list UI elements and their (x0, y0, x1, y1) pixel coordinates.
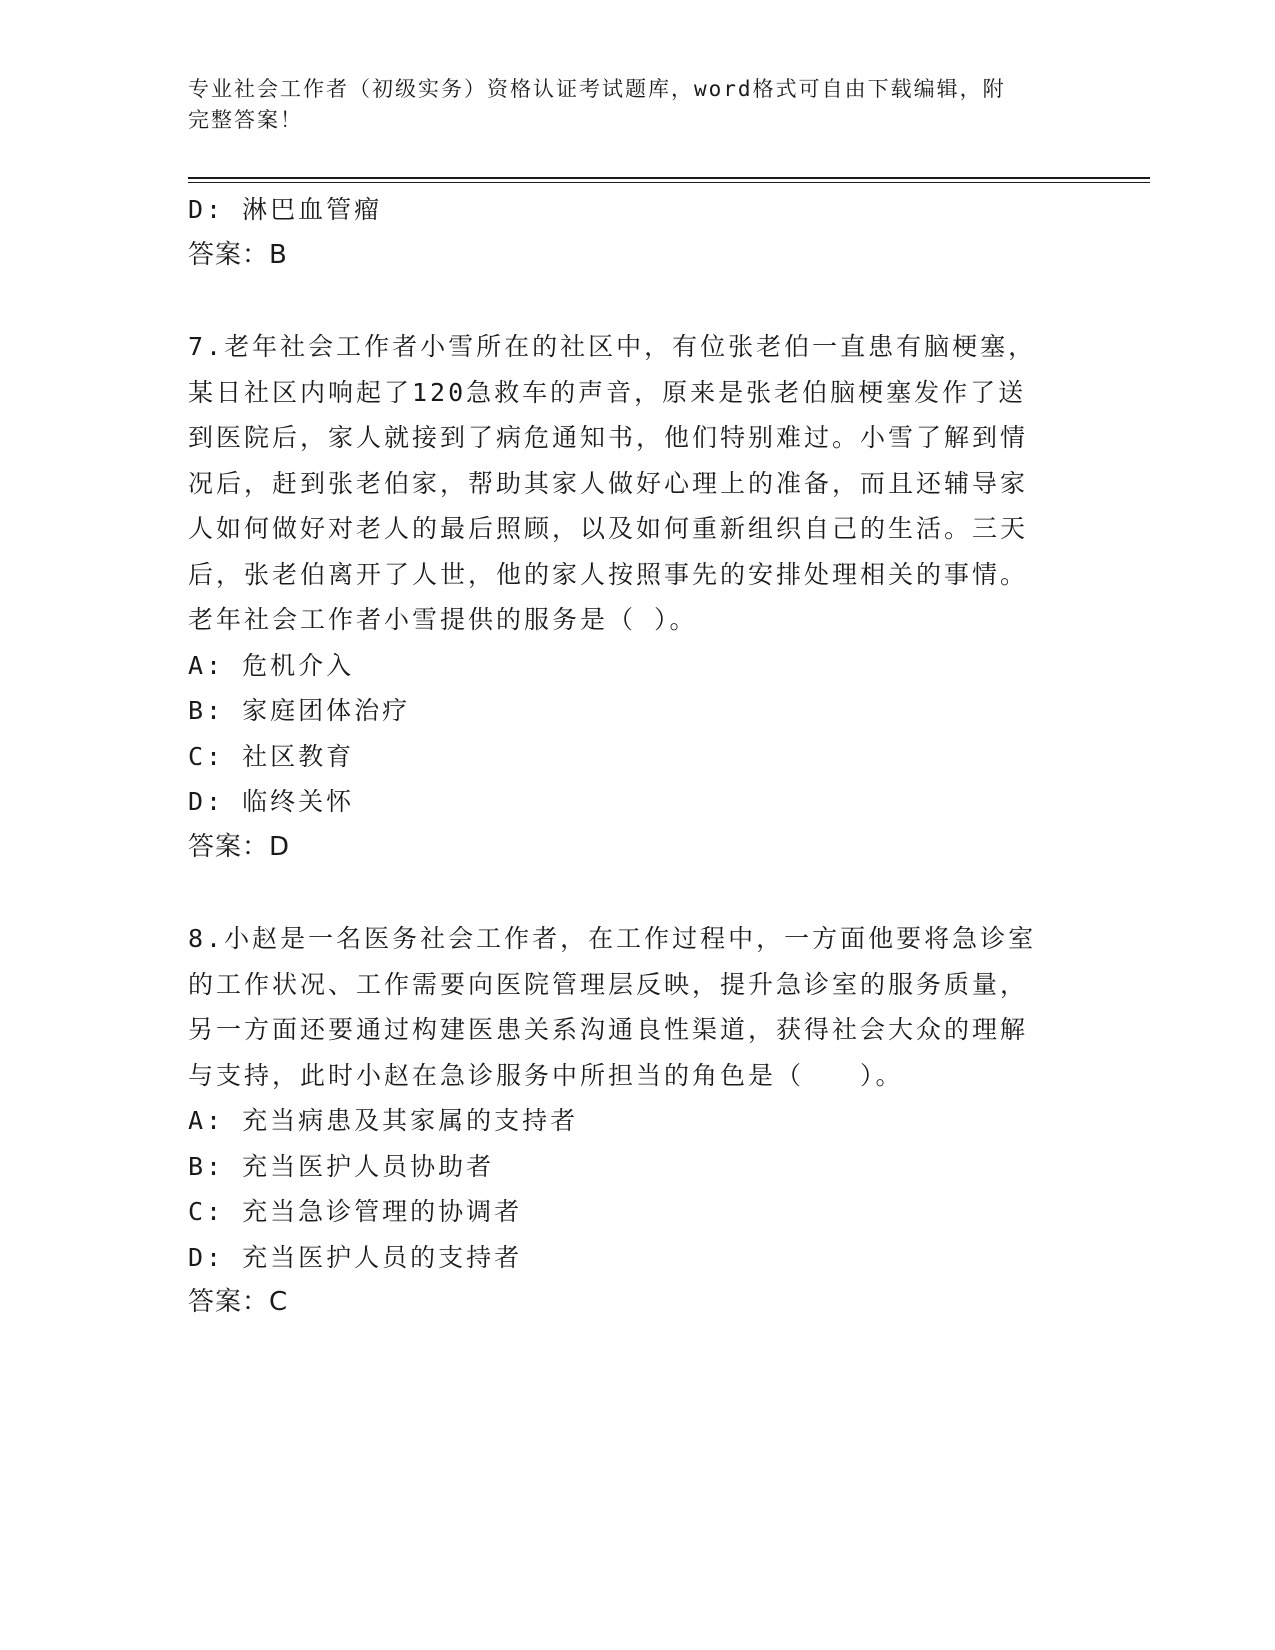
page-content (188, 187, 1068, 1326)
prev-question-answer: 答案：B (188, 239, 288, 270)
question-7-answer: 答案：D (188, 831, 291, 862)
question-7-option-a: A: 危机介入 (188, 650, 355, 680)
question-8-option-a: A: 充当病患及其家属的支持者 (188, 1106, 579, 1135)
question-spacer (188, 870, 1068, 916)
question-8-text-line: 另一方面还要通过构建医患关系沟通良性渠道，获得社会大众的理解 (188, 1015, 1029, 1044)
question-8-text-line: 8.小赵是一名医务社会工作者，在工作过程中，一方面他要将急诊室 (188, 924, 1037, 953)
question-7-option-c: C: 社区教育 (188, 741, 355, 771)
question-8-option-d: D: 充当医护人员的支持者 (188, 1242, 523, 1272)
document-header (188, 74, 1068, 136)
question-8-option-b: B: 充当医护人员协助者 (188, 1151, 495, 1181)
header-divider-thin (188, 182, 1150, 183)
question-7 (188, 324, 1068, 870)
question-7-text-line: 7.老年社会工作者小雪所在的社区中，有位张老伯一直患有脑梗塞， (188, 332, 1037, 361)
header-divider-thick (188, 177, 1150, 179)
question-8-text-line: 与支持，此时小赵在急诊服务中所担当的角色是（ ）。 (188, 1060, 904, 1090)
question-8 (188, 916, 1068, 1326)
question-7-text-line: 老年社会工作者小雪提供的服务是（ ）。 (188, 605, 698, 634)
question-7-text-line: 某日社区内响起了120急救车的声音，原来是张老伯脑梗塞发作了送 (188, 377, 1027, 407)
question-7-text-line: 况后，赶到张老伯家，帮助其家人做好心理上的准备，而且还辅导家 (188, 468, 1029, 498)
question-spacer (188, 278, 1068, 324)
header-line-1: 专业社会工作者（初级实务）资格认证考试题库，word格式可自由下载编辑，附 (188, 77, 1006, 101)
question-7-text-line: 到医院后，家人就接到了病危通知书，他们特别难过。小雪了解到情 (188, 423, 1029, 452)
question-7-option-b: B: 家庭团体治疗 (188, 696, 411, 725)
question-7-text-line: 人如何做好对老人的最后照顾，以及如何重新组织自己的生活。三天 (188, 514, 1029, 543)
question-8-option-c: C: 充当急诊管理的协调者 (188, 1197, 523, 1226)
prev-question-option-d: D: 淋巴血管瘤 (188, 195, 383, 224)
header-line-2: 完整答案！ (188, 108, 303, 132)
question-7-option-d: D: 临终关怀 (188, 787, 355, 816)
question-8-text-line: 的工作状况、工作需要向医院管理层反映，提升急诊室的服务质量， (188, 969, 1029, 999)
question-7-text-line: 后，张老伯离开了人世，他的家人按照事先的安排处理相关的事情。 (188, 559, 1029, 589)
question-8-answer: 答案：C (188, 1287, 289, 1317)
